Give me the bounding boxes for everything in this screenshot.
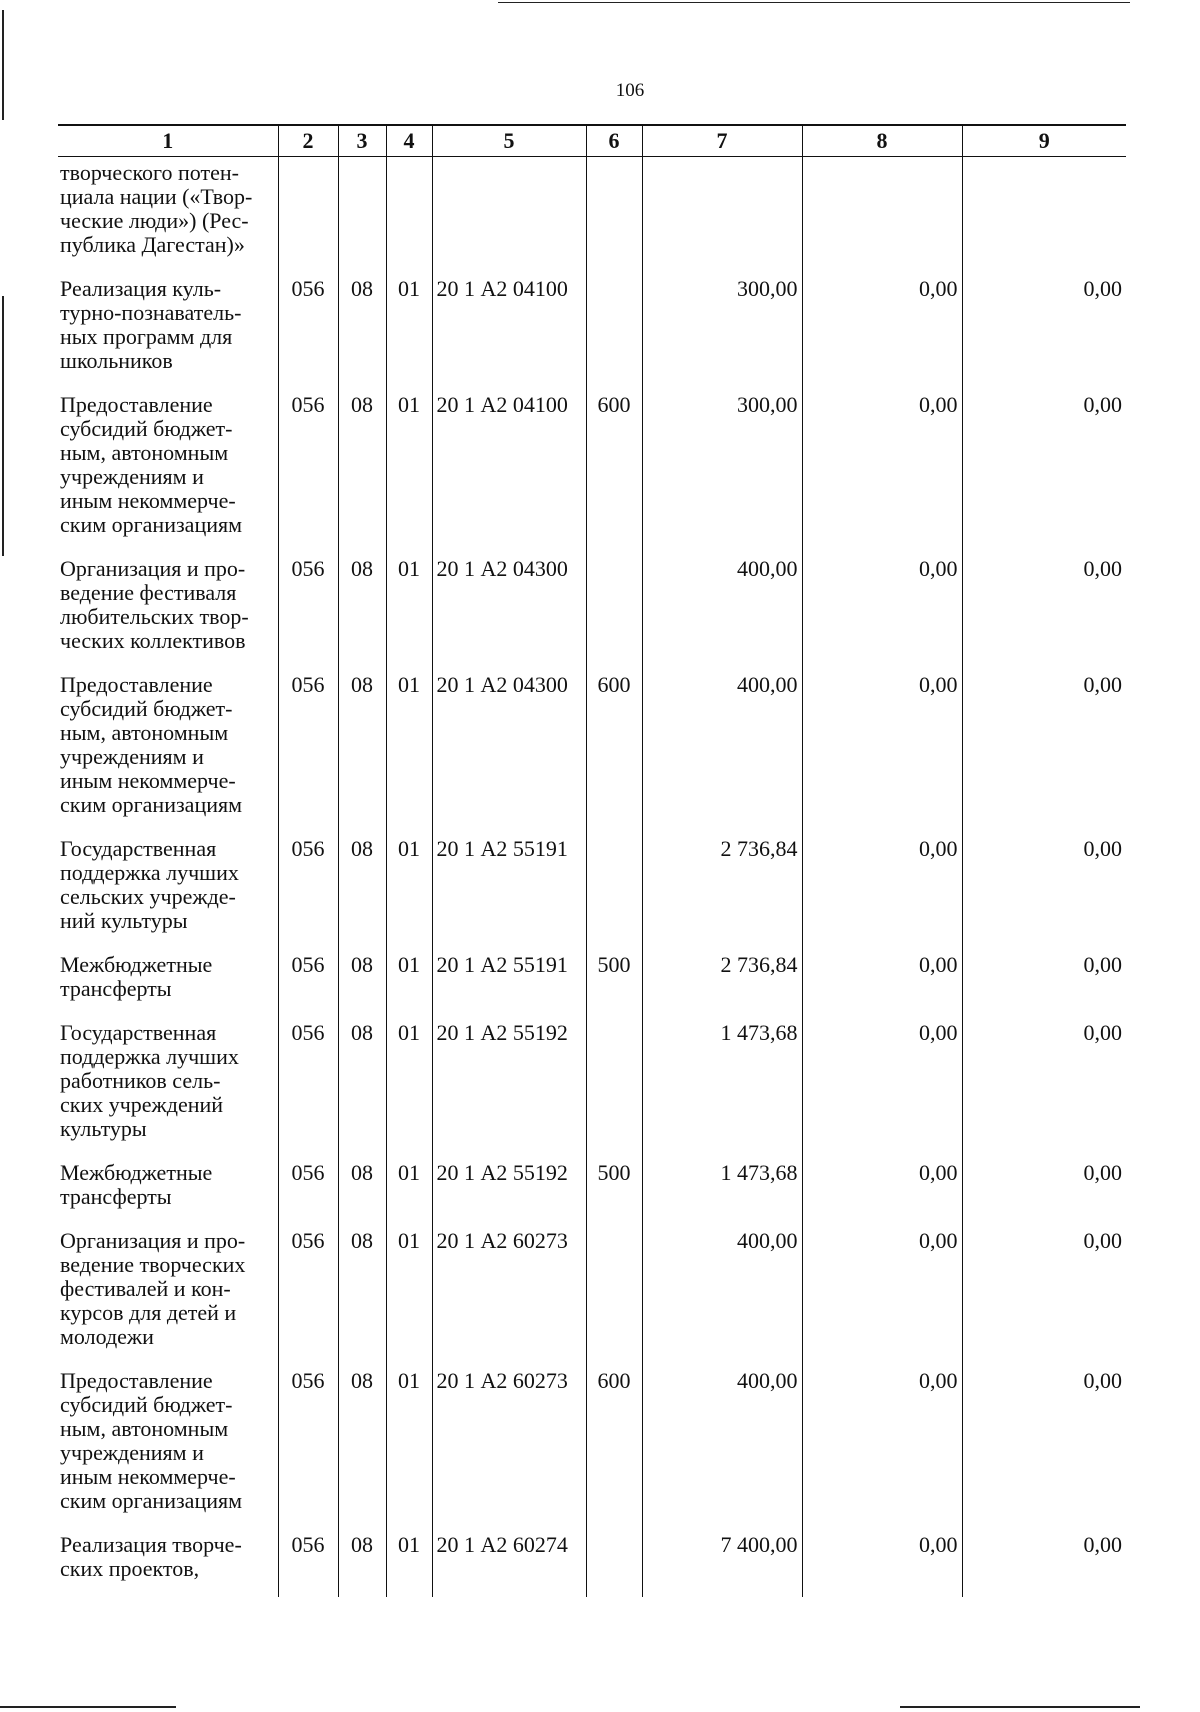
spacer-cell: [642, 1591, 802, 1597]
target-article-cell: 20 1 А2 04300: [432, 547, 586, 663]
expense-type-cell: [586, 157, 642, 268]
column-header: 1: [58, 125, 278, 157]
item-name-line: Реализация куль-: [60, 276, 222, 301]
spacer-cell: [586, 1591, 642, 1597]
amount-col7-cell: 400,00: [642, 547, 802, 663]
grbs-cell: 056: [278, 1151, 338, 1219]
item-name-line: Предоставление: [60, 1368, 213, 1393]
table-row: [58, 1523, 1126, 1591]
column-header: 4: [386, 125, 432, 157]
spacer-cell: [432, 1591, 586, 1597]
amount-col8-cell: 0,00: [802, 943, 962, 1011]
item-name-line: ским организациям: [60, 1488, 243, 1513]
column-header: 5: [432, 125, 586, 157]
target-article-cell: 20 1 А2 60273: [432, 1219, 586, 1359]
amount-col7-cell: 400,00: [642, 663, 802, 827]
item-name-line: Государственная: [60, 1020, 217, 1045]
section-cell: 08: [338, 1219, 386, 1359]
item-name-line: трансферты: [60, 976, 172, 1001]
section-cell: 08: [338, 1151, 386, 1219]
item-name-cell: [58, 1011, 278, 1151]
amount-col7-cell: 300,00: [642, 383, 802, 547]
amount-col9-cell: 0,00: [962, 1359, 1126, 1523]
grbs-cell: 056: [278, 943, 338, 1011]
item-name-cell: [58, 827, 278, 943]
item-name-line: фестивалей и кон-: [60, 1276, 231, 1301]
subsection-cell: 01: [386, 1011, 432, 1151]
scan-edge-line-bottom-right: [900, 1706, 1140, 1708]
item-name-line: ческих коллективов: [60, 628, 246, 653]
grbs-cell: 056: [278, 1219, 338, 1359]
amount-col9-cell: 0,00: [962, 827, 1126, 943]
item-name-line: субсидий бюджет-: [60, 696, 233, 721]
target-article-cell: 20 1 А2 04100: [432, 267, 586, 383]
target-article-cell: 20 1 А2 04300: [432, 663, 586, 827]
spacer-cell: [338, 1591, 386, 1597]
item-name-line: субсидий бюджет-: [60, 1392, 233, 1417]
item-name-line: Реализация творче-: [60, 1532, 242, 1557]
column-header: 6: [586, 125, 642, 157]
amount-col7-cell: 400,00: [642, 1219, 802, 1359]
target-article-cell: [432, 157, 586, 268]
amount-col7-cell: 400,00: [642, 1359, 802, 1523]
amount-col8-cell: 0,00: [802, 663, 962, 827]
expense-type-cell: 500: [586, 943, 642, 1011]
scan-edge-line-bottom-left: [0, 1706, 176, 1708]
item-name-cell: [58, 1219, 278, 1359]
grbs-cell: 056: [278, 1523, 338, 1591]
item-name-cell: [58, 157, 278, 268]
scan-edge-line-left: [2, 10, 4, 120]
expense-type-cell: 600: [586, 383, 642, 547]
item-name-line: Межбюджетные: [60, 952, 213, 977]
expense-type-cell: [586, 547, 642, 663]
section-cell: 08: [338, 1011, 386, 1151]
amount-col7-cell: 300,00: [642, 267, 802, 383]
section-cell: 08: [338, 267, 386, 383]
amount-col9-cell: 0,00: [962, 267, 1126, 383]
item-name-line: иным некоммерче-: [60, 768, 236, 793]
item-name-line: ским организациям: [60, 792, 243, 817]
table-row: [58, 267, 1126, 383]
item-name-cell: [58, 547, 278, 663]
amount-col8-cell: 0,00: [802, 1151, 962, 1219]
item-name-cell: [58, 267, 278, 383]
section-cell: 08: [338, 663, 386, 827]
subsection-cell: 01: [386, 267, 432, 383]
expense-type-cell: [586, 1219, 642, 1359]
spacer-cell: [386, 1591, 432, 1597]
item-name-line: Предоставление: [60, 672, 213, 697]
table-header-row: [58, 125, 1126, 157]
page-number: 106: [615, 80, 645, 101]
expense-type-cell: 600: [586, 1359, 642, 1523]
item-name-line: работников сель-: [60, 1068, 221, 1093]
amount-col7-cell: 1 473,68: [642, 1011, 802, 1151]
subsection-cell: 01: [386, 383, 432, 547]
column-header: 2: [278, 125, 338, 157]
expense-type-cell: 600: [586, 663, 642, 827]
item-name-line: ческие люди») (Рес-: [60, 208, 249, 233]
item-name-line: культуры: [60, 1116, 147, 1141]
table-row: [58, 827, 1126, 943]
amount-col9-cell: [962, 157, 1126, 268]
amount-col8-cell: 0,00: [802, 827, 962, 943]
expense-type-cell: [586, 1011, 642, 1151]
budget-allocation-table: [58, 124, 1126, 1597]
target-article-cell: 20 1 А2 55192: [432, 1151, 586, 1219]
amount-col8-cell: 0,00: [802, 1219, 962, 1359]
spacer-cell: [802, 1591, 962, 1597]
item-name-line: Организация и про-: [60, 556, 246, 581]
table-row: [58, 943, 1126, 1011]
subsection-cell: 01: [386, 1219, 432, 1359]
grbs-cell: 056: [278, 1359, 338, 1523]
item-name-cell: [58, 943, 278, 1011]
item-name-cell: [58, 383, 278, 547]
target-article-cell: 20 1 А2 55191: [432, 827, 586, 943]
table-row: [58, 1011, 1126, 1151]
section-cell: 08: [338, 943, 386, 1011]
item-name-line: сельских учрежде-: [60, 884, 236, 909]
item-name-line: ных программ для: [60, 324, 233, 349]
amount-col7-cell: 2 736,84: [642, 943, 802, 1011]
target-article-cell: 20 1 А2 60273: [432, 1359, 586, 1523]
subsection-cell: 01: [386, 1359, 432, 1523]
amount-col7-cell: [642, 157, 802, 268]
table-row: [58, 547, 1126, 663]
amount-col9-cell: 0,00: [962, 663, 1126, 827]
item-name-cell: [58, 1523, 278, 1591]
item-name-line: ным, автономным: [60, 440, 229, 465]
table-row: [58, 1151, 1126, 1219]
amount-col8-cell: 0,00: [802, 267, 962, 383]
expense-type-cell: [586, 1523, 642, 1591]
spacer-cell: [278, 1591, 338, 1597]
item-name-line: курсов для детей и: [60, 1300, 237, 1325]
table-row: [58, 383, 1126, 547]
item-name-line: ских проектов,: [60, 1556, 200, 1581]
subsection-cell: [386, 157, 432, 268]
grbs-cell: [278, 157, 338, 268]
item-name-line: ным, автономным: [60, 720, 229, 745]
section-cell: 08: [338, 383, 386, 547]
amount-col9-cell: 0,00: [962, 1011, 1126, 1151]
item-name-line: турно-познаватель-: [60, 300, 242, 325]
item-name-line: ским организациям: [60, 512, 243, 537]
grbs-cell: 056: [278, 827, 338, 943]
grbs-cell: 056: [278, 547, 338, 663]
section-cell: [338, 157, 386, 268]
section-cell: 08: [338, 827, 386, 943]
subsection-cell: 01: [386, 1523, 432, 1591]
item-name-line: школьников: [60, 348, 173, 373]
expense-type-cell: 500: [586, 1151, 642, 1219]
item-name-line: ным, автономным: [60, 1416, 229, 1441]
grbs-cell: 056: [278, 1011, 338, 1151]
table-row-spacer: [58, 1591, 1126, 1597]
amount-col7-cell: 7 400,00: [642, 1523, 802, 1591]
item-name-line: Государственная: [60, 836, 217, 861]
table-row: [58, 663, 1126, 827]
column-header: 7: [642, 125, 802, 157]
item-name-line: любительских твор-: [60, 604, 249, 629]
amount-col8-cell: 0,00: [802, 547, 962, 663]
amount-col8-cell: 0,00: [802, 1523, 962, 1591]
amount-col9-cell: 0,00: [962, 383, 1126, 547]
section-cell: 08: [338, 1359, 386, 1523]
item-name-cell: [58, 1151, 278, 1219]
amount-col8-cell: 0,00: [802, 1011, 962, 1151]
expense-type-cell: [586, 827, 642, 943]
table-row: [58, 1359, 1126, 1523]
grbs-cell: 056: [278, 383, 338, 547]
target-article-cell: 20 1 А2 04100: [432, 383, 586, 547]
amount-col8-cell: 0,00: [802, 383, 962, 547]
column-header: 9: [962, 125, 1126, 157]
item-name-line: творческого потен-: [60, 160, 239, 185]
spacer-cell: [962, 1591, 1126, 1597]
item-name-cell: [58, 663, 278, 827]
item-name-cell: [58, 1359, 278, 1523]
item-name-line: субсидий бюджет-: [60, 416, 233, 441]
item-name-line: поддержка лучших: [60, 1044, 239, 1069]
amount-col7-cell: 2 736,84: [642, 827, 802, 943]
amount-col9-cell: 0,00: [962, 547, 1126, 663]
item-name-line: Организация и про-: [60, 1228, 246, 1253]
item-name-line: учреждениям и: [60, 744, 204, 769]
item-name-line: иным некоммерче-: [60, 488, 236, 513]
table-body: [58, 157, 1126, 1598]
subsection-cell: 01: [386, 663, 432, 827]
amount-col9-cell: 0,00: [962, 943, 1126, 1011]
item-name-line: циала нации («Твор-: [60, 184, 253, 209]
item-name-line: учреждениям и: [60, 1440, 204, 1465]
item-name-line: ведение фестиваля: [60, 580, 237, 605]
amount-col8-cell: 0,00: [802, 1359, 962, 1523]
spacer-cell: [58, 1591, 278, 1597]
target-article-cell: 20 1 А2 55191: [432, 943, 586, 1011]
grbs-cell: 056: [278, 267, 338, 383]
column-header: 3: [338, 125, 386, 157]
item-name-line: трансферты: [60, 1184, 172, 1209]
item-name-line: поддержка лучших: [60, 860, 239, 885]
amount-col8-cell: [802, 157, 962, 268]
item-name-line: иным некоммерче-: [60, 1464, 236, 1489]
item-name-line: ских учреждений: [60, 1092, 224, 1117]
column-header: 8: [802, 125, 962, 157]
item-name-line: учреждениям и: [60, 464, 204, 489]
section-cell: 08: [338, 547, 386, 663]
table-row: [58, 157, 1126, 268]
item-name-line: публика Дагестан)»: [60, 232, 245, 257]
expense-type-cell: [586, 267, 642, 383]
amount-col9-cell: 0,00: [962, 1523, 1126, 1591]
target-article-cell: 20 1 А2 60274: [432, 1523, 586, 1591]
subsection-cell: 01: [386, 827, 432, 943]
subsection-cell: 01: [386, 547, 432, 663]
amount-col9-cell: 0,00: [962, 1219, 1126, 1359]
grbs-cell: 056: [278, 663, 338, 827]
item-name-line: ний культуры: [60, 908, 188, 933]
scan-edge-line-left-lower: [2, 296, 4, 556]
item-name-line: ведение творческих: [60, 1252, 246, 1277]
scan-edge-line-top: [498, 2, 1130, 3]
item-name-line: Межбюджетные: [60, 1160, 213, 1185]
target-article-cell: 20 1 А2 55192: [432, 1011, 586, 1151]
section-cell: 08: [338, 1523, 386, 1591]
item-name-line: Предоставление: [60, 392, 213, 417]
subsection-cell: 01: [386, 1151, 432, 1219]
subsection-cell: 01: [386, 943, 432, 1011]
item-name-line: молодежи: [60, 1324, 154, 1349]
amount-col9-cell: 0,00: [962, 1151, 1126, 1219]
amount-col7-cell: 1 473,68: [642, 1151, 802, 1219]
table-row: [58, 1219, 1126, 1359]
